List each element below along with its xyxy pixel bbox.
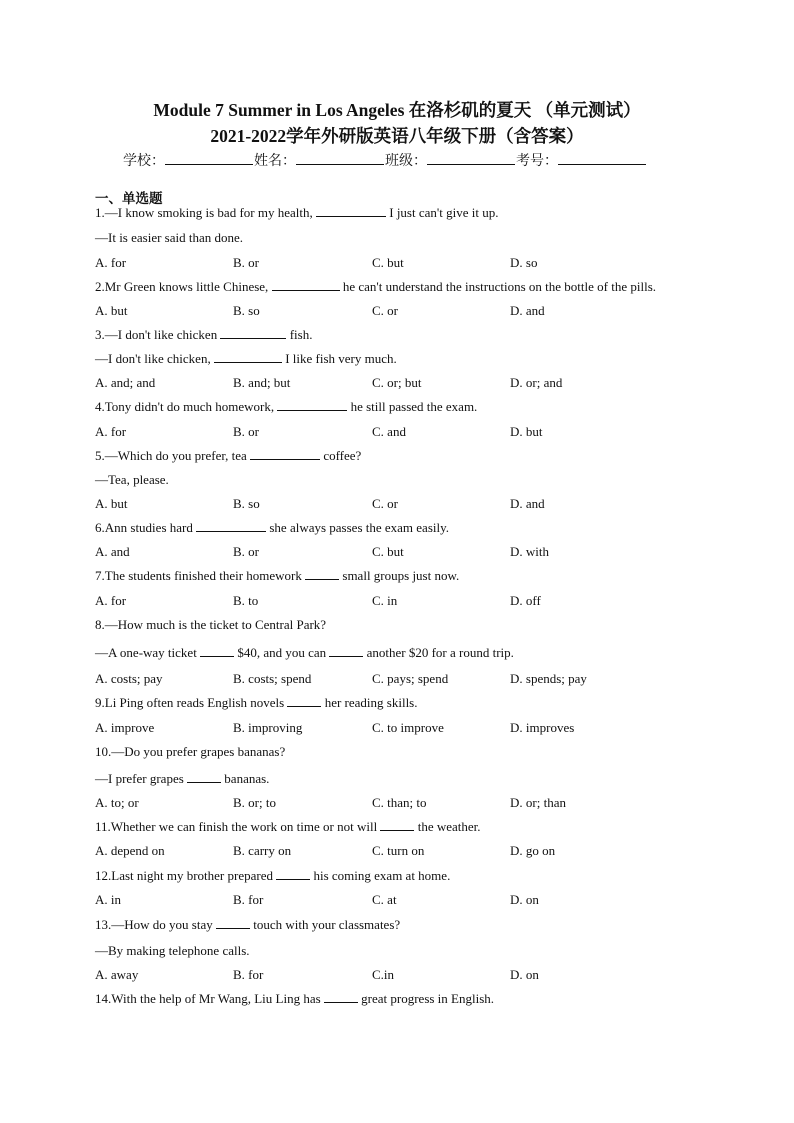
question-12-option-b[interactable]: B. for [233, 892, 264, 907]
question-4-option-b[interactable]: B. or [233, 424, 259, 439]
question-text: great progress in English. [357, 991, 495, 1006]
question-text: —I don't like chicken, [95, 351, 214, 366]
question-7-option-a[interactable]: A. for [95, 593, 127, 608]
question-7-option-d[interactable]: D. off [510, 593, 541, 608]
question-text: —Tea, please. [95, 472, 169, 487]
question-1-line-1 [95, 205, 498, 221]
question-13-option-b[interactable]: B. for [233, 967, 264, 982]
question-10-line-1 [95, 744, 285, 760]
question-text: coffee? [320, 448, 362, 463]
answer-blank[interactable] [196, 520, 266, 532]
question-11-line-1 [95, 819, 481, 835]
question-2-option-d[interactable]: D. and [510, 303, 545, 318]
question-8-option-d[interactable]: D. spends; pay [510, 671, 587, 686]
question-8-option-a[interactable]: A. costs; pay [95, 671, 163, 686]
question-5-line-1 [95, 448, 361, 464]
answer-blank[interactable] [214, 351, 282, 363]
question-text: fish. [286, 327, 313, 342]
question-5-option-a[interactable]: A. but [95, 496, 128, 511]
title-line-1: Module 7 Summer in Los Angeles 在洛杉矶的夏天 （单元测试） [153, 100, 641, 120]
question-12-option-a[interactable]: A. in [95, 892, 121, 907]
question-text: 13.—How do you stay [95, 917, 216, 932]
question-7-option-b[interactable]: B. to [233, 593, 259, 608]
question-6-option-d[interactable]: D. with [510, 544, 549, 559]
question-text: —It is easier said than done. [95, 230, 244, 245]
question-11-option-a[interactable]: A. depend on [95, 843, 165, 858]
question-text: the weather. [414, 819, 481, 834]
question-2-option-a[interactable]: A. but [95, 303, 128, 318]
question-text: he still passed the exam. [347, 399, 478, 414]
name-label: 姓名： [254, 154, 296, 169]
question-13-option-a[interactable]: A. away [95, 967, 139, 982]
question-11-option-b[interactable]: B. carry on [233, 843, 292, 858]
question-text: 5.—Which do you prefer, tea [95, 448, 251, 463]
question-text: $40, and you can [234, 645, 330, 660]
question-8-option-c[interactable]: C. pays; spend [372, 671, 449, 686]
question-text: he can't understand the instructions on the bottle of the pills. [339, 279, 657, 294]
question-3-line-2 [95, 351, 397, 367]
answer-blank[interactable] [324, 991, 358, 1003]
question-text: 11.Whether we can finish the work on time or not will [95, 819, 381, 834]
question-2-option-c[interactable]: C. or [372, 303, 398, 318]
question-text: 8.—How much is the ticket to Central Park? [95, 617, 327, 632]
answer-blank[interactable] [305, 568, 339, 580]
school-blank[interactable] [165, 152, 253, 165]
question-text: 3.—I don't like chicken [95, 327, 221, 342]
question-1-option-a[interactable]: A. for [95, 255, 127, 270]
question-2-option-b[interactable]: B. so [233, 303, 260, 318]
question-13-option-d[interactable]: D. on [510, 967, 539, 982]
question-12-option-d[interactable]: D. on [510, 892, 539, 907]
question-text: 9.Li Ping often reads English novels [95, 695, 288, 710]
question-5-option-b[interactable]: B. so [233, 496, 260, 511]
question-text: I just can't give it up. [385, 205, 499, 220]
question-9-line-1 [95, 695, 418, 711]
question-13-line-2 [95, 943, 250, 959]
question-text: 4.Tony didn't do much homework, [95, 399, 278, 414]
question-11-option-c[interactable]: C. turn on [372, 843, 425, 858]
question-5-option-d[interactable]: D. and [510, 496, 545, 511]
question-4-option-d[interactable]: D. but [510, 424, 543, 439]
question-8-line-1 [95, 617, 326, 633]
question-12-line-1 [95, 868, 450, 884]
question-text: I like fish very much. [281, 351, 397, 366]
question-13-option-c[interactable]: C.in [372, 967, 395, 982]
question-6-line-1 [95, 520, 449, 536]
exam-no-label: 考号： [516, 154, 558, 169]
question-14-line-1 [95, 991, 494, 1007]
answer-blank[interactable] [220, 327, 286, 339]
question-3-option-a[interactable]: A. and; and [95, 375, 156, 390]
question-2-line-1 [95, 279, 656, 295]
question-text: 2.Mr Green knows little Chinese, [95, 279, 272, 294]
question-text: touch with your classmates? [249, 917, 401, 932]
question-text: his coming exam at home. [310, 868, 451, 883]
title-line-2: 2021-2022学年外研版英语八年级下册（含答案） [210, 126, 584, 146]
question-5-option-c[interactable]: C. or [372, 496, 398, 511]
student-info-row [123, 150, 647, 170]
question-text: small groups just now. [339, 568, 460, 583]
question-8-line-2 [95, 645, 514, 661]
answer-blank[interactable] [216, 917, 250, 929]
question-text: bananas. [221, 771, 270, 786]
answer-blank[interactable] [200, 645, 234, 657]
question-6-option-c[interactable]: C. but [372, 544, 404, 559]
question-3-option-b[interactable]: B. and; but [233, 375, 291, 390]
question-10-option-c[interactable]: C. than; to [372, 795, 427, 810]
answer-blank[interactable] [276, 868, 310, 880]
answer-blank[interactable] [287, 695, 321, 707]
question-text: 7.The students finished their homework [95, 568, 306, 583]
question-4-line-1 [95, 399, 477, 415]
question-3-line-1 [95, 327, 312, 343]
question-text: her reading skills. [321, 695, 418, 710]
question-1-option-b[interactable]: B. or [233, 255, 259, 270]
question-text: 10.—Do you prefer grapes bananas? [95, 744, 286, 759]
question-12-option-c[interactable]: C. at [372, 892, 397, 907]
question-1-option-c[interactable]: C. but [372, 255, 404, 270]
question-9-option-c[interactable]: C. to improve [372, 720, 444, 735]
section-title: 一、单选题 [95, 191, 163, 206]
question-text: 1.—I know smoking is bad for my health, [95, 205, 316, 220]
class-label: 班级： [385, 154, 427, 169]
question-8-option-b[interactable]: B. costs; spend [233, 671, 312, 686]
question-10-option-b[interactable]: B. or; to [233, 795, 276, 810]
question-text: —I prefer grapes [95, 771, 188, 786]
question-1-line-2 [95, 230, 243, 246]
class-blank[interactable] [427, 152, 515, 165]
question-text: 14.With the help of Mr Wang, Liu Ling has [95, 991, 324, 1006]
question-13-line-1 [95, 917, 400, 933]
question-text: 12.Last night my brother prepared [95, 868, 277, 883]
question-1-option-d[interactable]: D. so [510, 255, 538, 270]
school-label: 学校： [123, 154, 165, 169]
answer-blank[interactable] [272, 279, 340, 291]
exam-no-blank[interactable] [558, 152, 646, 165]
question-9-option-a[interactable]: A. improve [95, 720, 155, 735]
answer-blank[interactable] [316, 205, 386, 217]
question-4-option-c[interactable]: C. and [372, 424, 406, 439]
question-6-option-b[interactable]: B. or [233, 544, 259, 559]
question-text: —A one-way ticket [95, 645, 201, 660]
question-text: —By making telephone calls. [95, 943, 250, 958]
question-10-option-a[interactable]: A. to; or [95, 795, 139, 810]
name-blank[interactable] [296, 152, 384, 165]
question-10-line-2 [95, 771, 269, 787]
answer-blank[interactable] [187, 771, 221, 783]
question-text: another $20 for a round trip. [363, 645, 514, 660]
question-3-option-c[interactable]: C. or; but [372, 375, 422, 390]
question-text: she always passes the exam easily. [266, 520, 450, 535]
answer-blank[interactable] [277, 399, 347, 411]
question-7-option-c[interactable]: C. in [372, 593, 398, 608]
question-11-option-d[interactable]: D. go on [510, 843, 556, 858]
question-3-option-d[interactable]: D. or; and [510, 375, 563, 390]
question-5-line-2 [95, 472, 169, 488]
question-9-option-b[interactable]: B. improving [233, 720, 303, 735]
question-6-option-a[interactable]: A. and [95, 544, 130, 559]
answer-blank[interactable] [329, 645, 363, 657]
question-7-line-1 [95, 568, 459, 584]
answer-blank[interactable] [380, 819, 414, 831]
question-9-option-d[interactable]: D. improves [510, 720, 575, 735]
question-10-option-d[interactable]: D. or; than [510, 795, 566, 810]
answer-blank[interactable] [250, 448, 320, 460]
question-text: 6.Ann studies hard [95, 520, 197, 535]
question-4-option-a[interactable]: A. for [95, 424, 127, 439]
